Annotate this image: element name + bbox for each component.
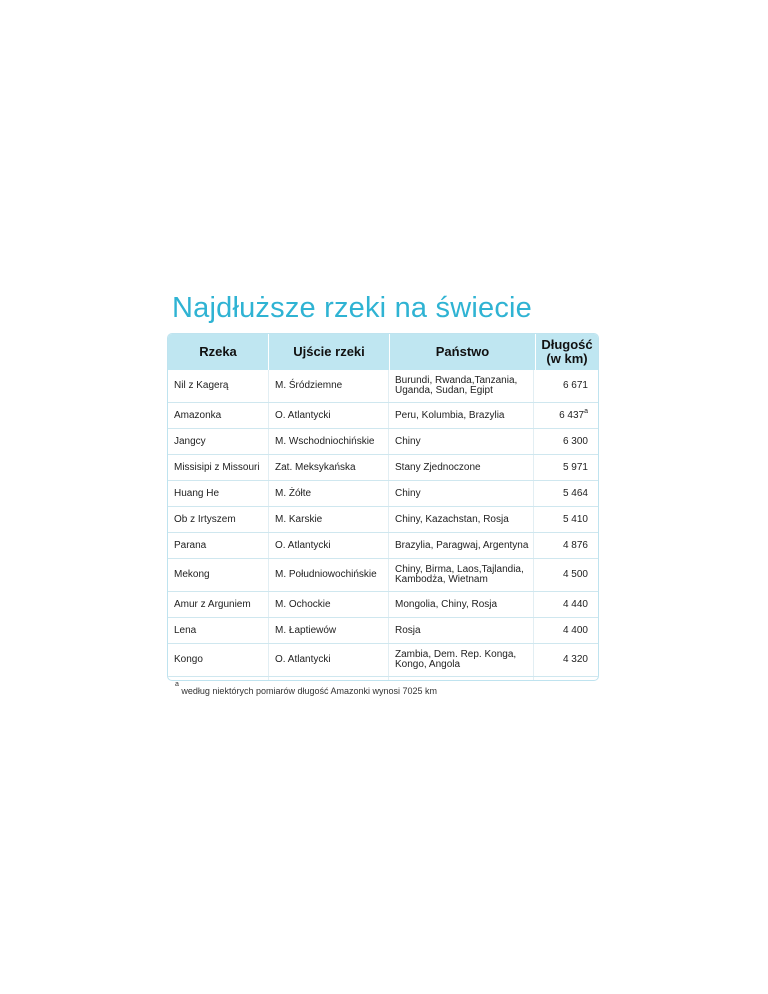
table-row [168,591,598,617]
footnote [175,681,438,696]
length-value: 4 320 [562,654,588,665]
cell-country [388,677,533,681]
cell-mouth: M. Południowochińskie [268,559,388,591]
cell-river: Mekong [174,569,210,580]
cell-river: Parana [174,539,207,551]
header-length [535,334,598,370]
cell-river: Huang He [174,487,220,499]
header-mouth: Ujście rzeki [268,334,389,370]
cell-mouth: M. Wschodniochińskie [268,429,388,454]
cell-length [533,481,598,506]
length-value: 5 971 [562,461,588,473]
cell-mouth: M. Karskie [268,507,388,532]
cell-country: Peru, Kolumbia, Brazylia [388,403,533,428]
table-header [168,334,598,370]
cell-country: Mongolia, Chiny, Rosja [388,592,533,617]
cell-length [533,403,598,428]
cell-country: Chiny [388,481,533,506]
length-value: 6 671 [562,380,588,391]
cell-mouth: M. Żółte [268,481,388,506]
header-length-label: Długość (w km) [541,337,593,366]
table-row [168,676,598,681]
cell-mouth: O. Atlantycki [268,403,388,428]
rivers-table [167,333,599,681]
cell-mouth: O. Atlantycki [268,533,388,558]
footnote-text: według niektórych pomiarów długość Amazonki wynosi 7025 km [178,686,438,696]
page-title: Najdłuższe rzeki na świecie [172,292,532,324]
length-value: 4 500 [562,569,588,580]
cell-length [533,644,598,676]
header-country: Państwo [389,334,535,370]
cell-river: Amur z Arguniem [174,598,251,610]
table-row [168,454,598,480]
table-row [168,402,598,428]
table-row [168,532,598,558]
cell-river: Ob z Irtyszem [174,513,236,525]
cell-length [533,370,598,402]
cell-length [533,618,598,643]
table-row [168,506,598,532]
cell-mouth: O. Atlantycki [268,644,388,676]
cell-country: Zambia, Dem. Rep. Konga, Kongo, Angola [388,644,533,676]
cell-mouth: M. Łaptiewów [268,618,388,643]
cell-river: Jangcy [174,435,206,447]
length-value: 5 464 [562,487,588,499]
table-row [168,428,598,454]
cell-length [533,533,598,558]
cell-length [533,507,598,532]
cell-country: Chiny, Birma, Laos,Tajlandia, Kambodża, Wietnam [388,559,533,591]
table-row [168,643,598,676]
length-value: 5 410 [562,513,588,525]
cell-river: Lena [174,624,197,636]
cell-river: Nil z Kagerą [174,380,229,391]
length-value: 4 876 [562,539,588,551]
cell-river: Amazonka [174,409,222,421]
cell-mouth: Zat. Meksykańska [268,455,388,480]
cell-mouth: M. Ochockie [268,592,388,617]
table-row [168,370,598,402]
footnote-mark: a [584,407,588,415]
cell-country: Brazylia, Paragwaj, Argentyna [388,533,533,558]
length-value: 4 440 [562,598,588,610]
cell-river: Missisipi z Missouri [174,461,260,473]
table-row [168,558,598,591]
footnote-mark: a [175,681,179,688]
cell-mouth [268,677,388,681]
table-body [168,370,598,681]
cell-country: Stany Zjednoczone [388,455,533,480]
cell-country: Burundi, Rwanda,Tanzania, Uganda, Sudan, Egipt [388,370,533,402]
cell-length [533,429,598,454]
length-value: 6 437 [559,409,585,421]
length-value: 4 400 [562,624,588,636]
cell-mouth: M. Śródziemne [268,370,388,402]
table-row [168,617,598,643]
cell-river [168,677,268,681]
cell-river: Kongo [174,654,203,665]
cell-country: Chiny, Kazachstan, Rosja [388,507,533,532]
cell-length [533,455,598,480]
table-row [168,480,598,506]
cell-country: Chiny [388,429,533,454]
length-value: 6 300 [562,435,588,447]
cell-country: Rosja [388,618,533,643]
cell-length [533,592,598,617]
header-river: Rzeka [199,344,237,359]
cell-length [533,559,598,591]
cell-length [533,677,598,681]
